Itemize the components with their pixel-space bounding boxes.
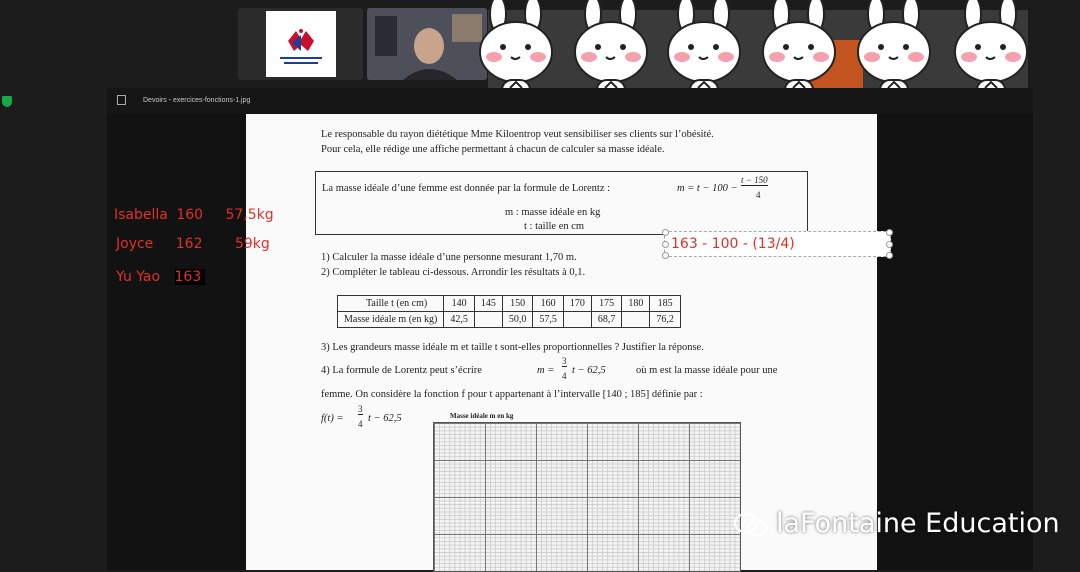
annotation-name: Isabella	[114, 207, 168, 223]
table-cell: 68,7	[591, 312, 622, 328]
table-cell: 140	[444, 296, 475, 312]
viewer-file-name: Devoirs - exercices-fonctions-1.jpg	[143, 97, 251, 104]
worksheet-page	[246, 114, 877, 570]
table-cell: 150	[502, 296, 533, 312]
question-2: 2) Compléter le tableau ci-dessous. Arrondir les résultats à 0,1.	[321, 267, 586, 278]
table-cell	[474, 312, 502, 328]
viewer-titlebar	[107, 88, 1033, 114]
definition-t: t : taille en cm	[524, 221, 585, 232]
table-header-height: Taille t (en cm)	[338, 296, 444, 312]
f-rest: t − 62,5	[368, 413, 402, 424]
question-4-start: 4) La formule de Lorentz peut s’écrire	[321, 365, 482, 376]
resize-handle[interactable]	[886, 241, 893, 248]
intro-line-1: Le responsable du rayon diététique Mme Kiloentrop veut sensibiliser ses clients sur l’obésité.	[321, 129, 714, 140]
calculation-text: 163 - 100 - (13/4)	[671, 236, 795, 252]
q4-frac-num: 3	[562, 356, 567, 366]
school-logo	[266, 11, 336, 77]
q4-formula-lhs: m =	[537, 365, 555, 376]
question-3: 3) Les grandeurs masse idéale m et taille t sont-elles proportionnelles ? Justifier la réponse.	[321, 342, 704, 353]
table-cell: 175	[591, 296, 622, 312]
teacher-video-icon	[367, 8, 487, 80]
definition-m: m : masse idéale en kg	[505, 207, 601, 218]
annotation-mass: 59kg	[234, 236, 270, 252]
q4-formula-rest: t − 62,5	[572, 365, 606, 376]
annotation-joyce	[116, 236, 270, 252]
question-4-end: où m est la masse idéale pour une	[636, 365, 778, 376]
table-cell: 145	[474, 296, 502, 312]
annotation-mass: 57,5kg	[225, 207, 274, 223]
security-shield-icon	[2, 96, 12, 107]
annotation-height: 160	[176, 207, 204, 223]
q4-frac-den: 4	[562, 371, 567, 381]
watermark-text: laFontaine Education	[776, 508, 1060, 539]
lorentz-formula-box	[315, 171, 808, 235]
annotation-isabella	[114, 207, 274, 223]
participant-tile-camera[interactable]	[367, 8, 487, 80]
intro-line-2: Pour cela, elle rédige une affiche permettant à chacun de calculer sa masse idéale.	[321, 144, 665, 155]
f-frac-den: 4	[358, 419, 363, 429]
table-cell	[563, 312, 591, 328]
formula-intro: La masse idéale d’une femme est donnée par la formule de Lorentz :	[322, 183, 611, 194]
wechat-icon	[733, 512, 769, 538]
table-row	[338, 312, 681, 328]
table-cell: 57,5	[533, 312, 564, 328]
f-lhs: f(t) =	[321, 413, 344, 424]
formula-lhs: m = t − 100 −	[677, 183, 738, 194]
calculation-text-box[interactable]	[664, 231, 891, 257]
question-4-line-2: femme. On considère la fonction f pour t appartenant à l’intervalle [140 ; 185] définie par :	[321, 389, 703, 400]
table-cell: 76,2	[650, 312, 681, 328]
annotation-name: Yu Yao	[116, 269, 161, 285]
resize-handle[interactable]	[662, 241, 669, 248]
table-cell: 50,0	[502, 312, 533, 328]
resize-handle[interactable]	[662, 229, 669, 236]
f-frac-num: 3	[358, 404, 363, 414]
table-cell	[622, 312, 650, 328]
annotation-yuyao	[116, 269, 205, 285]
table-cell: 170	[563, 296, 591, 312]
table-cell: 185	[650, 296, 681, 312]
image-file-icon	[117, 95, 126, 105]
resize-handle[interactable]	[886, 229, 893, 236]
annotation-height: 163	[175, 269, 206, 285]
table-cell: 180	[622, 296, 650, 312]
graph-title: Masse idéale m en kg	[450, 412, 514, 420]
values-table	[337, 295, 681, 328]
question-1: 1) Calculer la masse idéale d’une personne mesurant 1,70 m.	[321, 252, 577, 263]
formula-numerator: t − 150	[741, 175, 768, 185]
table-row	[338, 296, 681, 312]
resize-handle[interactable]	[662, 252, 669, 259]
graph-paper	[433, 422, 741, 572]
participant-tile-logo[interactable]	[238, 8, 363, 80]
annotation-name: Joyce	[116, 236, 154, 252]
table-cell: 160	[533, 296, 564, 312]
formula-denominator: 4	[756, 190, 761, 200]
table-cell: 42,5	[444, 312, 475, 328]
resize-handle[interactable]	[886, 252, 893, 259]
annotation-height: 162	[175, 236, 203, 252]
table-header-mass: Masse idéale m (en kg)	[338, 312, 444, 328]
